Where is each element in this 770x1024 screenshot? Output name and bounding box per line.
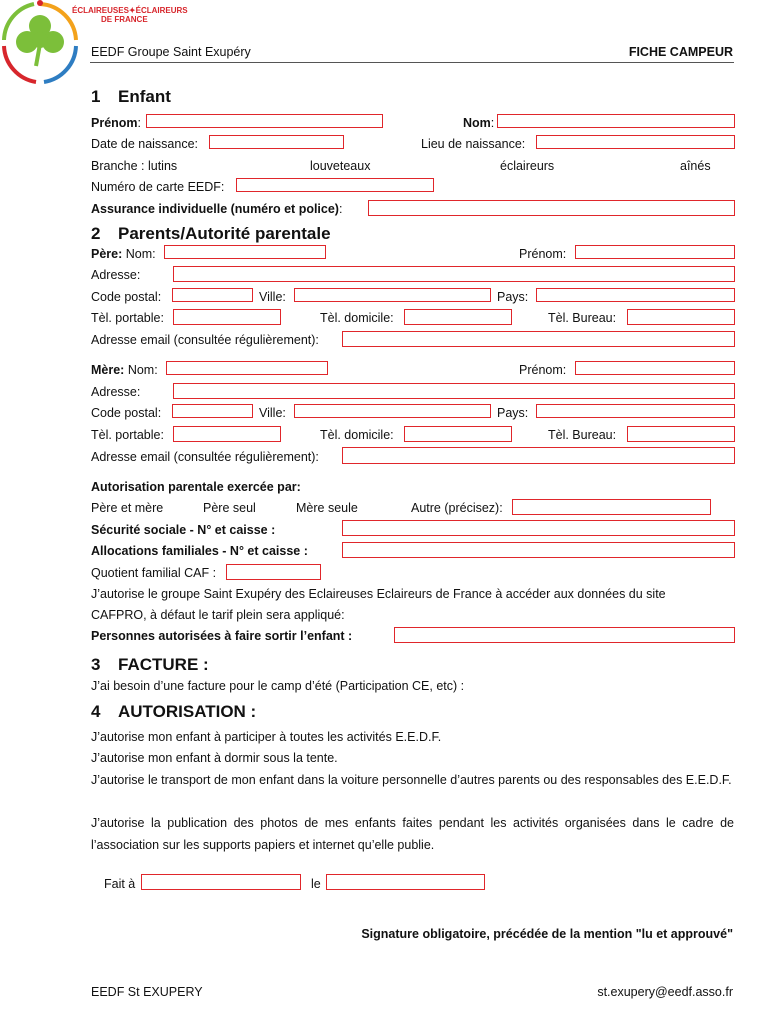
father-mobile-field[interactable] (173, 309, 281, 325)
mother-mobile-label: Tèl. portable: (91, 428, 164, 442)
child-firstname-label: Prénom: (91, 116, 142, 130)
date-label: le (311, 877, 321, 891)
authority-both[interactable]: Père et mère (91, 501, 164, 515)
social-security-label: Sécurité sociale - N° et caisse : (91, 523, 276, 537)
invoice-request-text: J’ai besoin d’une facture pour le camp d’été (Participation CE, etc) : (91, 679, 465, 693)
mother-country-label: Pays: (497, 406, 529, 420)
authorization-tent: J’autorise mon enfant à dormir sous la tente. (91, 751, 338, 765)
father-home-phone-field[interactable] (404, 309, 512, 325)
insurance-field[interactable] (368, 200, 735, 216)
child-firstname-field[interactable] (146, 114, 383, 128)
authorization-transport: J’autorise le transport de mon enfant dans la voiture personnelle d’autres parents ou des responsables des E.E.D.F. (91, 773, 732, 787)
header-divider (90, 62, 734, 63)
father-home-phone-label: Tèl. domicile: (320, 311, 394, 325)
branche-eclaireurs[interactable]: éclaireurs (500, 159, 555, 173)
father-address-field[interactable] (173, 266, 735, 282)
place-field[interactable] (141, 874, 301, 890)
mother-address-label: Adresse: (91, 385, 141, 399)
parental-authority-label: Autorisation parentale exercée par: (91, 480, 301, 494)
father-city-field[interactable] (294, 288, 491, 302)
logo-line3: DE FRANCE (101, 15, 148, 24)
section-1-title: Enfant (118, 87, 171, 106)
family-allowance-label: Allocations familiales - N° et caisse : (91, 544, 308, 558)
authorization-activities: J’autorise mon enfant à participer à toutes les activités E.E.D.F. (91, 730, 442, 744)
authorized-persons-label: Personnes autorisées à faire sortir l’enfant : (91, 629, 353, 643)
header-left: EEDF Groupe Saint Exupéry (91, 45, 251, 59)
mother-work-phone-field[interactable] (627, 426, 735, 442)
mother-email-field[interactable] (342, 447, 735, 464)
authority-other-field[interactable] (512, 499, 711, 515)
mother-postcode-label: Code postal: (91, 406, 162, 420)
birthplace-label: Lieu de naissance: (421, 137, 526, 151)
mother-home-phone-label: Tèl. domicile: (320, 428, 394, 442)
eedf-card-label: Numéro de carte EEDF: (91, 180, 225, 194)
social-security-field[interactable] (342, 520, 735, 536)
footer-email-link[interactable]: st.exupery@eedf.asso.fr (597, 985, 733, 999)
cafpro-consent-line2: CAFPRO, à défaut le tarif plein sera appliqué: (91, 608, 345, 622)
branche-lutins[interactable]: Branche : lutins (91, 159, 178, 173)
mother-firstname-label: Prénom: (519, 363, 567, 377)
father-country-label: Pays: (497, 290, 529, 304)
father-city-label: Ville: (259, 290, 286, 304)
caf-quotient-field[interactable] (226, 564, 321, 580)
branche-aines[interactable]: aînés (680, 159, 711, 173)
birthdate-field[interactable] (209, 135, 344, 149)
child-lastname-field[interactable] (497, 114, 735, 128)
birthplace-field[interactable] (536, 135, 735, 149)
mother-name-field[interactable] (166, 361, 328, 375)
mother-firstname-field[interactable] (575, 361, 735, 375)
footer-left: EEDF St EXUPERY (91, 985, 203, 999)
section-4-title: AUTORISATION : (118, 702, 257, 721)
birthdate-label: Date de naissance: (91, 137, 199, 151)
section-3-title: FACTURE : (118, 655, 209, 674)
mother-city-field[interactable] (294, 404, 491, 418)
section-2-title: Parents/Autorité parentale (118, 224, 331, 243)
logo (0, 0, 188, 88)
mother-mobile-field[interactable] (173, 426, 281, 442)
section-2-number: 2 (91, 224, 101, 243)
place-label: Fait à (104, 877, 136, 891)
logo-sep: ✦ (128, 6, 136, 15)
father-email-label: Adresse email (consultée régulièrement): (91, 333, 319, 347)
father-work-phone-field[interactable] (627, 309, 735, 325)
mother-home-phone-field[interactable] (404, 426, 512, 442)
father-address-label: Adresse: (91, 268, 141, 282)
eedf-card-field[interactable] (236, 178, 434, 192)
child-lastname-label: Nom: (463, 116, 495, 130)
mother-country-field[interactable] (536, 404, 735, 418)
father-firstname-field[interactable] (575, 245, 735, 259)
authority-mother[interactable]: Mère seule (296, 501, 358, 515)
authority-other-label: Autre (précisez): (411, 501, 503, 515)
mother-postcode-field[interactable] (172, 404, 253, 418)
signature-notice: Signature obligatoire, précédée de la mention "lu et approuvé" (361, 927, 733, 941)
father-work-phone-label: Tèl. Bureau: (548, 311, 617, 325)
caf-quotient-label: Quotient familial CAF : (91, 566, 217, 580)
logo-line1: ÉCLAIREUSES (72, 6, 129, 15)
mother-work-phone-label: Tèl. Bureau: (548, 428, 617, 442)
father-postcode-field[interactable] (172, 288, 253, 302)
father-name-field[interactable] (164, 245, 326, 259)
authorization-photos: J’autorise la publication des photos de mes enfants faites pendant les activités organisées dans le cadre de l’association sur les supports papiers et internet qu’elle publie. (91, 816, 734, 852)
cafpro-consent-line1: J’autorise le groupe Saint Exupéry des Eclaireuses Eclaireurs de France à accéder aux données du site (91, 587, 666, 601)
authority-father[interactable]: Père seul (203, 501, 256, 515)
father-email-field[interactable] (342, 331, 735, 347)
branche-louveteaux[interactable]: louveteaux (310, 159, 371, 173)
mother-name-label: Mère: Nom: (91, 363, 158, 377)
section-4-number: 4 (91, 702, 101, 721)
authorized-persons-field[interactable] (394, 627, 735, 643)
family-allowance-field[interactable] (342, 542, 735, 558)
mother-city-label: Ville: (259, 406, 286, 420)
header-right: FICHE CAMPEUR (628, 45, 733, 59)
father-mobile-label: Tèl. portable: (91, 311, 164, 325)
section-1-number: 1 (91, 87, 101, 106)
father-firstname-label: Prénom: (519, 247, 567, 261)
father-country-field[interactable] (536, 288, 735, 302)
clover-logo-icon (0, 0, 80, 88)
father-name-label: Père: Nom: (91, 247, 156, 261)
logo-line2: ÉCLAIREURS (135, 6, 188, 15)
mother-email-label: Adresse email (consultée régulièrement): (91, 450, 319, 464)
date-field[interactable] (326, 874, 485, 890)
mother-address-field[interactable] (173, 383, 735, 399)
section-3-number: 3 (91, 655, 101, 674)
father-postcode-label: Code postal: (91, 290, 162, 304)
insurance-label: Assurance individuelle (numéro et police): (91, 202, 343, 216)
